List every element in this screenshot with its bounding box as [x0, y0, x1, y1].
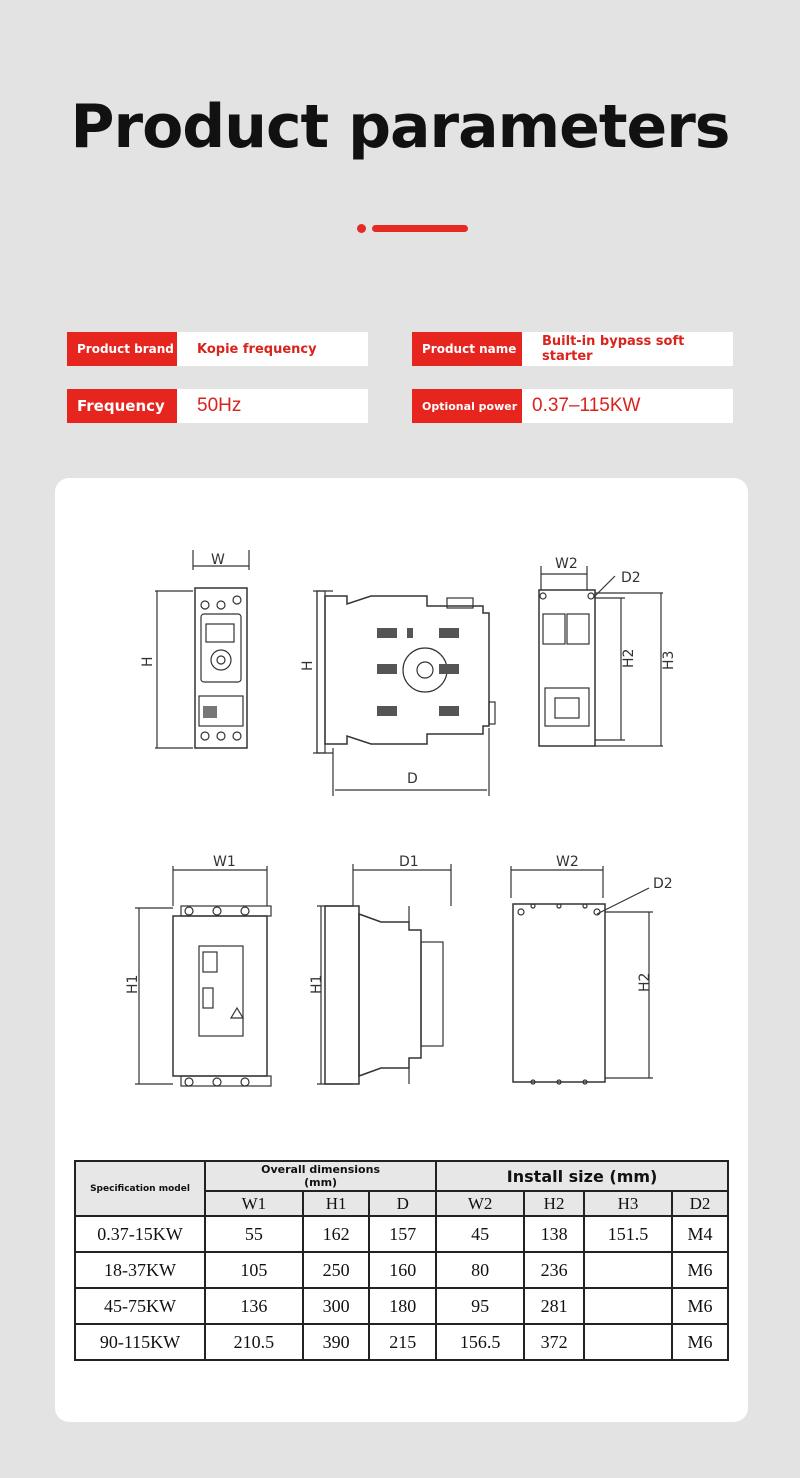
param-value: 50Hz	[197, 395, 242, 416]
param-frequency	[67, 389, 368, 423]
cell: M6	[672, 1288, 728, 1324]
accent-dot	[357, 224, 366, 233]
param-optional-power	[412, 389, 733, 423]
cell	[584, 1252, 672, 1288]
table-row	[75, 1288, 728, 1324]
cell: 95	[436, 1288, 524, 1324]
label-d1: D1	[399, 854, 419, 870]
cell: 372	[524, 1324, 584, 1360]
cell: 45	[436, 1216, 524, 1252]
param-label: Product brand	[67, 332, 177, 366]
cell: 162	[303, 1216, 370, 1252]
label-d: D	[407, 771, 418, 787]
cell: M6	[672, 1252, 728, 1288]
cell: 180	[369, 1288, 436, 1324]
cell: M6	[672, 1324, 728, 1360]
cell: 157	[369, 1216, 436, 1252]
param-value: 0.37–115KW	[532, 395, 641, 416]
cell: 236	[524, 1252, 584, 1288]
cell	[584, 1324, 672, 1360]
label-d2-large: D2	[653, 876, 673, 892]
header-install: Install size (mm)	[436, 1161, 728, 1191]
cell: 210.5	[205, 1324, 303, 1360]
cell: 300	[303, 1288, 370, 1324]
header-model: Specification model	[75, 1161, 205, 1216]
subheader-w1: W1	[205, 1191, 303, 1216]
param-value: Built-in bypass soft starter	[542, 334, 685, 364]
label-w1: W1	[213, 854, 236, 870]
subheader-d: D	[369, 1191, 436, 1216]
table-row	[75, 1252, 728, 1288]
label-h3: H3	[661, 650, 677, 670]
param-label: Optional power	[412, 389, 522, 423]
label-h: H	[140, 656, 156, 667]
cell-model: 90-115KW	[75, 1324, 205, 1360]
param-product-brand	[67, 332, 368, 366]
header-overall: Overall dimensions (mm)	[205, 1161, 436, 1191]
cell: 80	[436, 1252, 524, 1288]
cell-model: 18-37KW	[75, 1252, 205, 1288]
spec-table	[74, 1160, 729, 1361]
cell: 390	[303, 1324, 370, 1360]
label-w: W	[211, 552, 225, 568]
label-h1: H1	[125, 974, 141, 994]
label-w2-small: W2	[555, 556, 578, 572]
cell: M4	[672, 1216, 728, 1252]
table-header-row	[75, 1161, 728, 1191]
subheader-w2: W2	[436, 1191, 524, 1216]
subheader-h1: H1	[303, 1191, 370, 1216]
table-row	[75, 1216, 728, 1252]
page-title: Product parameters	[70, 92, 730, 162]
param-label: Frequency	[67, 389, 177, 423]
small-front-view	[140, 550, 249, 748]
cell-model: 45-75KW	[75, 1288, 205, 1324]
cell: 156.5	[436, 1324, 524, 1360]
label-w2-large: W2	[556, 854, 579, 870]
cell: 55	[205, 1216, 303, 1252]
cell: 281	[524, 1288, 584, 1324]
large-front-view	[125, 854, 271, 1086]
cell	[584, 1288, 672, 1324]
label-d2-small: D2	[621, 570, 641, 586]
cell: 105	[205, 1252, 303, 1288]
accent-bar	[372, 225, 468, 232]
subheader-h2: H2	[524, 1191, 584, 1216]
label-h2-small: H2	[621, 648, 637, 668]
small-back-view	[539, 556, 677, 746]
cell: 250	[303, 1252, 370, 1288]
param-value: Kopie frequency	[197, 341, 317, 357]
param-label: Product name	[412, 332, 522, 366]
label-h2-large: H2	[637, 972, 653, 992]
cell: 136	[205, 1288, 303, 1324]
cell: 151.5	[584, 1216, 672, 1252]
large-side-view	[309, 854, 451, 1084]
cell: 138	[524, 1216, 584, 1252]
table-row	[75, 1324, 728, 1360]
label-h1-side: H1	[309, 974, 325, 994]
cell: 160	[369, 1252, 436, 1288]
cell-model: 0.37-15KW	[75, 1216, 205, 1252]
param-product-name	[412, 332, 733, 366]
cell: 215	[369, 1324, 436, 1360]
subheader-h3: H3	[584, 1191, 672, 1216]
small-side-view	[300, 591, 495, 796]
label-h-side: H	[300, 660, 316, 671]
large-back-view	[511, 854, 673, 1084]
subheader-d2: D2	[672, 1191, 728, 1216]
